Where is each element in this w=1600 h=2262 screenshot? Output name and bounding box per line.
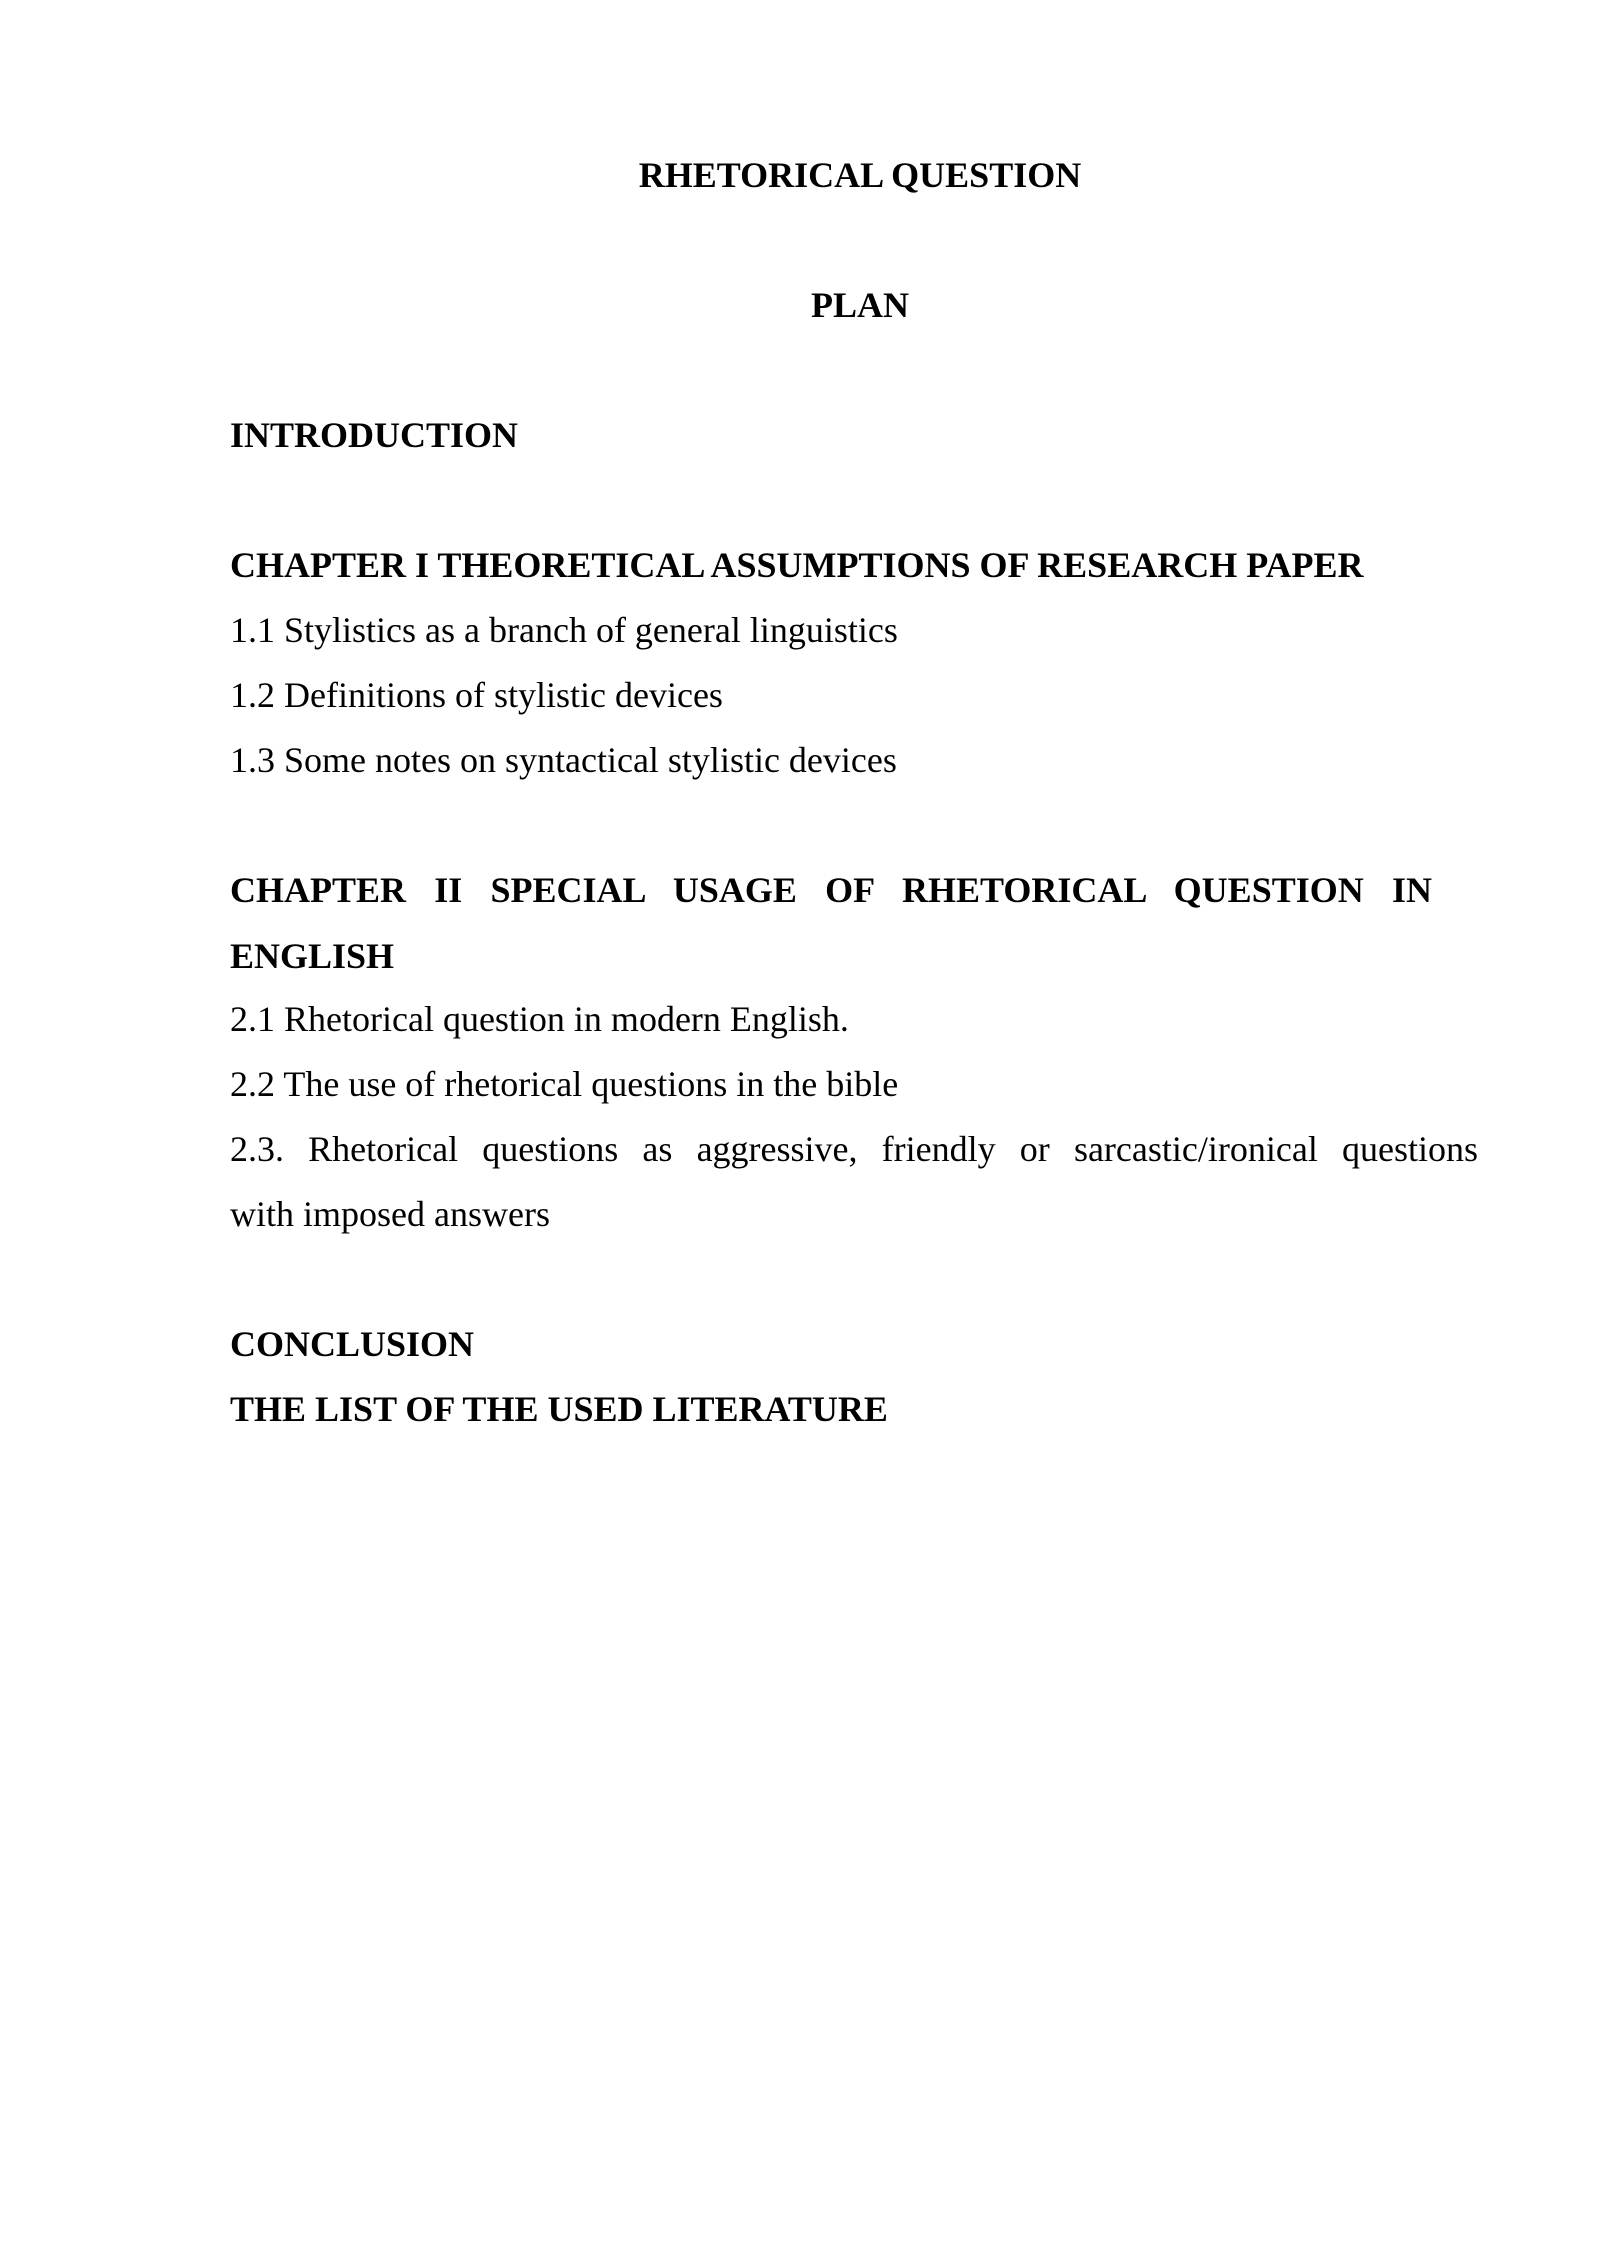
conclusion-heading: CONCLUSION	[230, 1324, 475, 1364]
chapter-2-item-2: 2.2 The use of rhetorical questions in the bible	[230, 1064, 899, 1104]
plan-heading: PLAN	[811, 285, 909, 325]
chapter-1-heading: CHAPTER I THEORETICAL ASSUMPTIONS OF RESEARCH PAPER	[230, 545, 1364, 585]
chapter-2-item-3-continuation: with imposed answers	[230, 1194, 550, 1234]
document-title: RHETORICAL QUESTION	[638, 155, 1082, 195]
chapter-1-item-1: 1.1 Stylistics as a branch of general linguistics	[230, 610, 898, 650]
chapter-2-item-1: 2.1 Rhetorical question in modern English.	[230, 999, 849, 1039]
chapter-2-heading-line-1: CHAPTER II SPECIAL USAGE OF RHETORICAL QUESTION IN	[230, 870, 1432, 910]
chapter-2-heading-line-2: ENGLISH	[230, 936, 395, 976]
chapter-1-item-2: 1.2 Definitions of stylistic devices	[230, 675, 723, 715]
introduction-heading: INTRODUCTION	[230, 415, 519, 455]
literature-heading: THE LIST OF THE USED LITERATURE	[230, 1389, 888, 1429]
chapter-2-item-3: 2.3. Rhetorical questions as aggressive, friendly or sarcastic/ironical questions	[230, 1129, 1478, 1169]
chapter-1-item-3: 1.3 Some notes on syntactical stylistic devices	[230, 740, 897, 780]
